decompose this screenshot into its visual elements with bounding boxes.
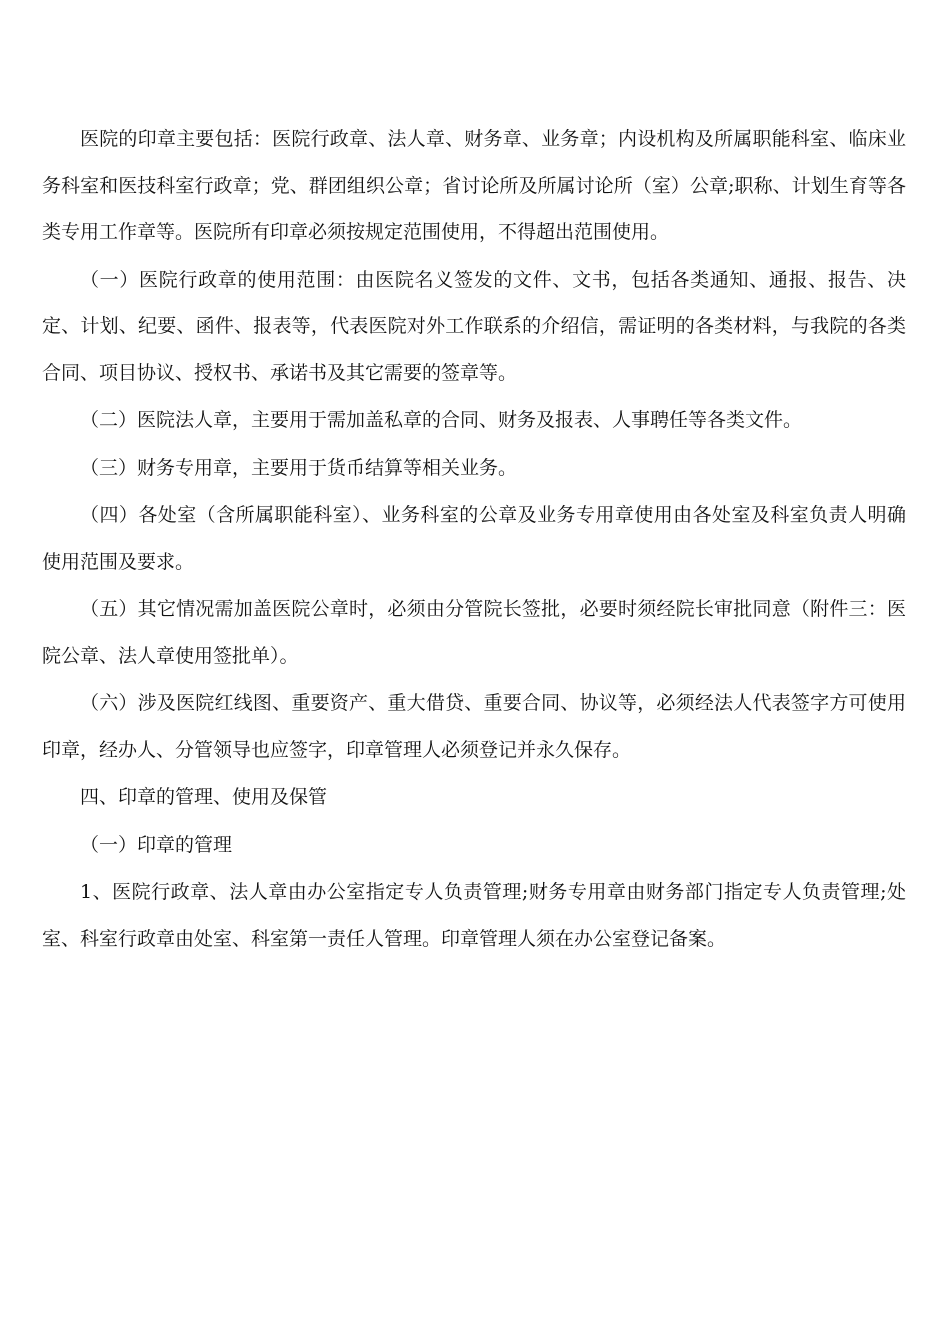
paragraph-seal-types: 医院的印章主要包括：医院行政章、法人章、财务章、业务章；内设机构及所属职能科室、临床业务科室和医技科室行政章；党、群团组织公章；省讨论所及所属讨论所（室）公章;职称、计划生育等各类专用工作章等。医院所有印章必须按规定范围使用，不得超出范围使用。 [42,128,906,243]
section-heading-seal-management: 四、印章的管理、使用及保管 [80,786,328,808]
paragraph-department-seal: （四）各处室（含所属职能科室）、业务科室的公章及业务专用章使用由各处室及科室负责人明确使用范围及要求。 [42,504,906,573]
paragraph-admin-seal-scope: （一）医院行政章的使用范围：由医院名义签发的文件、文书，包括各类通知、通报、报告、决定、计划、纪要、函件、报表等，代表医院对外工作联系的介绍信，需证明的各类材料，与我院的各类合同、项目协议、授权书、承诺书及其它需要的签章等。 [42,268,906,384]
paragraph-other-cases: （五）其它情况需加盖医院公章时，必须由分管院长签批，必要时须经院长审批同意（附件三：医院公章、法人章使用签批单）。 [42,598,906,667]
paragraph-custodian-rules: 1、医院行政章、法人章由办公室指定专人负责管理;财务专用章由财务部门指定专人负责管理;处室、科室行政章由处室、科室第一责任人管理。印章管理人须在办公室登记备案。 [42,881,906,950]
paragraph-finance-seal: （三）财务专用章，主要用于货币结算等相关业务。 [80,456,518,479]
paragraph-major-matters: （六）涉及医院红线图、重要资产、重大借贷、重要合同、协议等，必须经法人代表签字方可使用印章，经办人、分管领导也应签字，印章管理人必须登记并永久保存。 [42,692,906,761]
paragraph-legal-seal: （二）医院法人章，主要用于需加盖私章的合同、财务及报表、人事聘任等各类文件。 [80,409,803,431]
subsection-heading-management: （一）印章的管理 [80,833,233,856]
